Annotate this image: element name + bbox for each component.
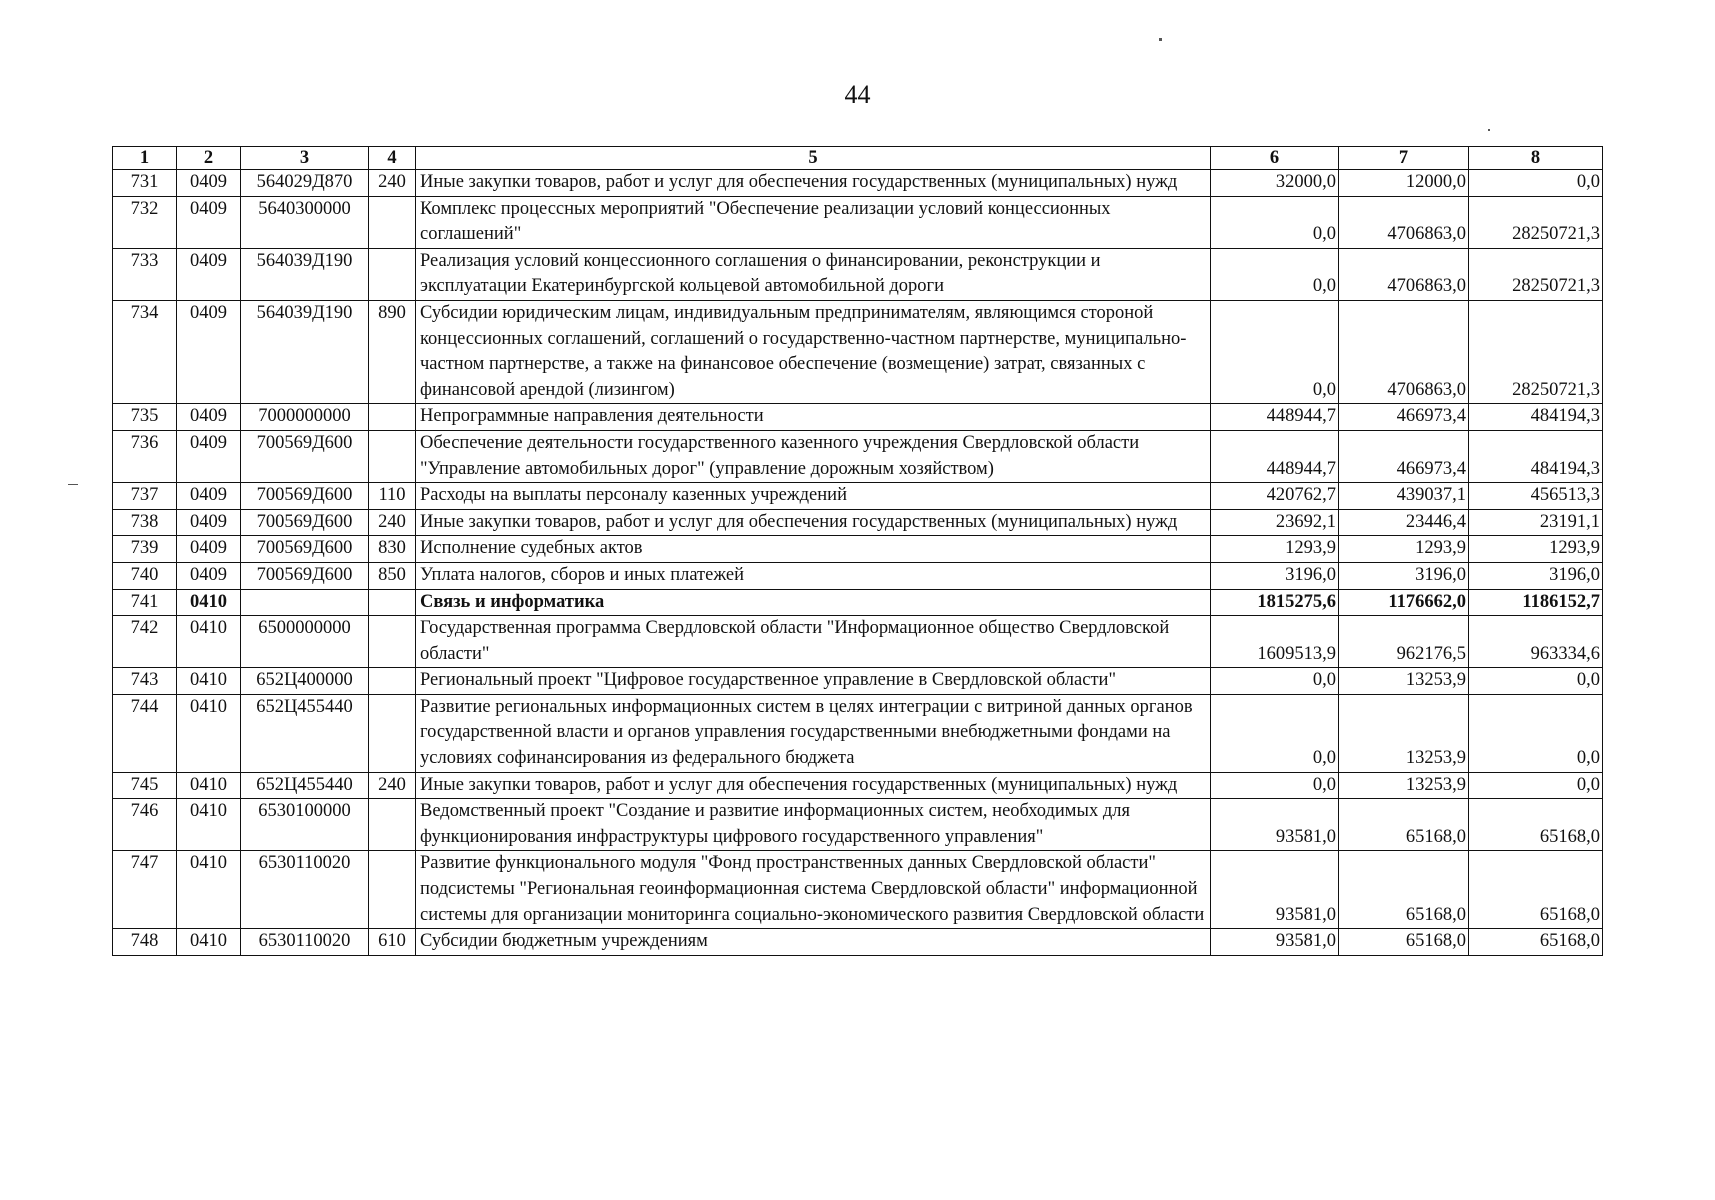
amount-year2-cell: 12000,0 (1339, 170, 1469, 197)
amount-year1-cell: 23692,1 (1211, 509, 1339, 536)
item-name-cell: Развитие региональных информационных систем в целях интеграции с витриной данных органов государственной власти и органов управления государственными внебюджетными фондами на условиях софинансирования из федерального бюджета (416, 694, 1211, 772)
amount-year2-cell: 23446,4 (1339, 509, 1469, 536)
amount-year1-cell: 0,0 (1211, 772, 1339, 799)
amount-year3-cell: 3196,0 (1469, 562, 1603, 589)
item-name-cell: Иные закупки товаров, работ и услуг для обеспечения государственных (муниципальных) нужд (416, 509, 1211, 536)
item-name-cell: Развитие функционального модуля "Фонд пространственных данных Свердловской области" подсистемы "Региональная геоинформационная система Свердловской области" информационной системы для организации мониторинга социально-экономического развития Свердловской области (416, 851, 1211, 929)
table-row (113, 929, 1603, 956)
expense-type-cell (369, 248, 416, 300)
table-row (113, 616, 1603, 668)
item-name-cell: Иные закупки товаров, работ и услуг для обеспечения государственных (муниципальных) нужд (416, 170, 1211, 197)
expense-type-cell: 830 (369, 536, 416, 563)
row-number-cell: 735 (113, 404, 177, 431)
amount-year2-cell: 962176,5 (1339, 616, 1469, 668)
item-name-cell: Реализация условий концессионного соглашения о финансировании, реконструкции и эксплуатации Екатеринбургской кольцевой автомобильной дороги (416, 248, 1211, 300)
scan-speck (68, 484, 78, 485)
section-code-cell: 0410 (177, 772, 241, 799)
section-code-cell: 0409 (177, 248, 241, 300)
amount-year3-cell: 484194,3 (1469, 404, 1603, 431)
row-number-cell: 733 (113, 248, 177, 300)
table-row (113, 483, 1603, 510)
amount-year3-cell: 0,0 (1469, 772, 1603, 799)
item-name-cell: Субсидии бюджетным учреждениям (416, 929, 1211, 956)
table-row (113, 509, 1603, 536)
section-code-cell: 0410 (177, 589, 241, 616)
column-header: 4 (369, 147, 416, 170)
target-article-cell: 564039Д190 (241, 300, 369, 403)
amount-year3-cell: 28250721,3 (1469, 300, 1603, 403)
column-header: 6 (1211, 147, 1339, 170)
amount-year1-cell: 3196,0 (1211, 562, 1339, 589)
section-code-cell: 0409 (177, 430, 241, 482)
expense-type-cell (369, 694, 416, 772)
amount-year3-cell: 1293,9 (1469, 536, 1603, 563)
target-article-cell: 5640300000 (241, 196, 369, 248)
column-header: 2 (177, 147, 241, 170)
amount-year3-cell: 0,0 (1469, 668, 1603, 695)
target-article-cell (241, 589, 369, 616)
expense-type-cell: 240 (369, 170, 416, 197)
amount-year3-cell: 456513,3 (1469, 483, 1603, 510)
target-article-cell: 6530100000 (241, 799, 369, 851)
row-number-cell: 731 (113, 170, 177, 197)
table-row (113, 248, 1603, 300)
amount-year1-cell: 93581,0 (1211, 929, 1339, 956)
table-row (113, 851, 1603, 929)
table-row (113, 430, 1603, 482)
section-code-cell: 0410 (177, 929, 241, 956)
amount-year1-cell: 0,0 (1211, 694, 1339, 772)
expense-type-cell: 240 (369, 772, 416, 799)
table-row (113, 300, 1603, 403)
item-name-cell: Субсидии юридическим лицам, индивидуальным предпринимателям, являющимся стороной концессионных соглашений, соглашений о государственно-частном партнерстве, муниципально-частном партнерстве, а также на финансовое обеспечение (возмещение) затрат, связанных с финансовой арендой (лизингом) (416, 300, 1211, 403)
target-article-cell: 652Ц455440 (241, 694, 369, 772)
section-code-cell: 0410 (177, 851, 241, 929)
table-row (113, 196, 1603, 248)
section-code-cell: 0409 (177, 536, 241, 563)
item-name-cell: Обеспечение деятельности государственного казенного учреждения Свердловской области "Управление автомобильных дорог" (управление дорожным хозяйством) (416, 430, 1211, 482)
amount-year2-cell: 1293,9 (1339, 536, 1469, 563)
table-body (113, 170, 1603, 956)
amount-year2-cell: 466973,4 (1339, 404, 1469, 431)
amount-year3-cell: 65168,0 (1469, 929, 1603, 956)
amount-year2-cell: 439037,1 (1339, 483, 1469, 510)
amount-year1-cell: 1815275,6 (1211, 589, 1339, 616)
section-code-cell: 0409 (177, 509, 241, 536)
amount-year1-cell: 420762,7 (1211, 483, 1339, 510)
expense-type-cell: 110 (369, 483, 416, 510)
section-code-cell: 0409 (177, 196, 241, 248)
column-header: 3 (241, 147, 369, 170)
table-row (113, 668, 1603, 695)
row-number-cell: 748 (113, 929, 177, 956)
section-code-cell: 0410 (177, 668, 241, 695)
table-row (113, 694, 1603, 772)
column-header: 7 (1339, 147, 1469, 170)
amount-year1-cell: 32000,0 (1211, 170, 1339, 197)
amount-year2-cell: 65168,0 (1339, 929, 1469, 956)
row-number-cell: 738 (113, 509, 177, 536)
expense-type-cell: 240 (369, 509, 416, 536)
target-article-cell: 564039Д190 (241, 248, 369, 300)
expense-type-cell: 850 (369, 562, 416, 589)
item-name-cell: Ведомственный проект "Создание и развитие информационных систем, необходимых для функционирования инфраструктуры цифрового государственного управления" (416, 799, 1211, 851)
page-number: 44 (844, 80, 871, 109)
amount-year1-cell: 0,0 (1211, 248, 1339, 300)
table-header-row (113, 147, 1603, 170)
target-article-cell: 700569Д600 (241, 562, 369, 589)
row-number-cell: 734 (113, 300, 177, 403)
target-article-cell: 700569Д600 (241, 430, 369, 482)
amount-year2-cell: 4706863,0 (1339, 248, 1469, 300)
section-code-cell: 0409 (177, 483, 241, 510)
section-code-cell: 0410 (177, 694, 241, 772)
item-name-cell: Региональный проект "Цифровое государственное управление в Свердловской области" (416, 668, 1211, 695)
table-row (113, 404, 1603, 431)
amount-year1-cell: 93581,0 (1211, 799, 1339, 851)
row-number-cell: 742 (113, 616, 177, 668)
expense-type-cell: 890 (369, 300, 416, 403)
amount-year3-cell: 65168,0 (1469, 851, 1603, 929)
row-number-cell: 736 (113, 430, 177, 482)
table-row (113, 799, 1603, 851)
row-number-cell: 744 (113, 694, 177, 772)
row-number-cell: 745 (113, 772, 177, 799)
table-row (113, 589, 1603, 616)
amount-year1-cell: 448944,7 (1211, 430, 1339, 482)
row-number-cell: 747 (113, 851, 177, 929)
expense-type-cell (369, 668, 416, 695)
amount-year3-cell: 28250721,3 (1469, 248, 1603, 300)
item-name-cell: Исполнение судебных актов (416, 536, 1211, 563)
row-number-cell: 739 (113, 536, 177, 563)
item-name-cell: Государственная программа Свердловской области "Информационное общество Свердловской области" (416, 616, 1211, 668)
amount-year2-cell: 466973,4 (1339, 430, 1469, 482)
amount-year2-cell: 1176662,0 (1339, 589, 1469, 616)
amount-year3-cell: 0,0 (1469, 694, 1603, 772)
item-name-cell: Иные закупки товаров, работ и услуг для обеспечения государственных (муниципальных) нужд (416, 772, 1211, 799)
expense-type-cell (369, 589, 416, 616)
column-header: 5 (416, 147, 1211, 170)
table-row (113, 772, 1603, 799)
amount-year1-cell: 1609513,9 (1211, 616, 1339, 668)
expense-type-cell: 610 (369, 929, 416, 956)
amount-year1-cell: 0,0 (1211, 196, 1339, 248)
scan-speck (1488, 129, 1490, 131)
target-article-cell: 564029Д870 (241, 170, 369, 197)
item-name-cell: Комплекс процессных мероприятий "Обеспечение реализации условий концессионных соглашений" (416, 196, 1211, 248)
amount-year3-cell: 963334,6 (1469, 616, 1603, 668)
amount-year2-cell: 3196,0 (1339, 562, 1469, 589)
amount-year1-cell: 1293,9 (1211, 536, 1339, 563)
amount-year2-cell: 4706863,0 (1339, 300, 1469, 403)
target-article-cell: 6530110020 (241, 929, 369, 956)
row-number-cell: 737 (113, 483, 177, 510)
section-code-cell: 0410 (177, 616, 241, 668)
amount-year2-cell: 13253,9 (1339, 772, 1469, 799)
expense-type-cell (369, 851, 416, 929)
budget-table (112, 146, 1603, 956)
target-article-cell: 7000000000 (241, 404, 369, 431)
scan-speck (1159, 38, 1162, 41)
target-article-cell: 652Ц400000 (241, 668, 369, 695)
expense-type-cell (369, 196, 416, 248)
amount-year2-cell: 65168,0 (1339, 799, 1469, 851)
section-code-cell: 0410 (177, 799, 241, 851)
amount-year1-cell: 0,0 (1211, 300, 1339, 403)
row-number-cell: 741 (113, 589, 177, 616)
target-article-cell: 6500000000 (241, 616, 369, 668)
row-number-cell: 743 (113, 668, 177, 695)
row-number-cell: 740 (113, 562, 177, 589)
section-code-cell: 0409 (177, 170, 241, 197)
target-article-cell: 652Ц455440 (241, 772, 369, 799)
table-row (113, 170, 1603, 197)
expense-type-cell (369, 430, 416, 482)
amount-year2-cell: 13253,9 (1339, 668, 1469, 695)
row-number-cell: 746 (113, 799, 177, 851)
target-article-cell: 6530110020 (241, 851, 369, 929)
expense-type-cell (369, 616, 416, 668)
section-code-cell: 0409 (177, 404, 241, 431)
amount-year3-cell: 65168,0 (1469, 799, 1603, 851)
item-name-cell: Уплата налогов, сборов и иных платежей (416, 562, 1211, 589)
amount-year2-cell: 65168,0 (1339, 851, 1469, 929)
item-name-cell: Связь и информатика (416, 589, 1211, 616)
target-article-cell: 700569Д600 (241, 509, 369, 536)
amount-year2-cell: 4706863,0 (1339, 196, 1469, 248)
amount-year3-cell: 28250721,3 (1469, 196, 1603, 248)
amount-year2-cell: 13253,9 (1339, 694, 1469, 772)
item-name-cell: Непрограммные направления деятельности (416, 404, 1211, 431)
section-code-cell: 0409 (177, 562, 241, 589)
amount-year1-cell: 448944,7 (1211, 404, 1339, 431)
target-article-cell: 700569Д600 (241, 536, 369, 563)
item-name-cell: Расходы на выплаты персоналу казенных учреждений (416, 483, 1211, 510)
expense-type-cell (369, 404, 416, 431)
section-code-cell: 0409 (177, 300, 241, 403)
amount-year1-cell: 93581,0 (1211, 851, 1339, 929)
table-row (113, 536, 1603, 563)
amount-year3-cell: 23191,1 (1469, 509, 1603, 536)
column-header: 8 (1469, 147, 1603, 170)
amount-year1-cell: 0,0 (1211, 668, 1339, 695)
amount-year3-cell: 1186152,7 (1469, 589, 1603, 616)
row-number-cell: 732 (113, 196, 177, 248)
table-row (113, 562, 1603, 589)
amount-year3-cell: 484194,3 (1469, 430, 1603, 482)
amount-year3-cell: 0,0 (1469, 170, 1603, 197)
column-header: 1 (113, 147, 177, 170)
target-article-cell: 700569Д600 (241, 483, 369, 510)
expense-type-cell (369, 799, 416, 851)
